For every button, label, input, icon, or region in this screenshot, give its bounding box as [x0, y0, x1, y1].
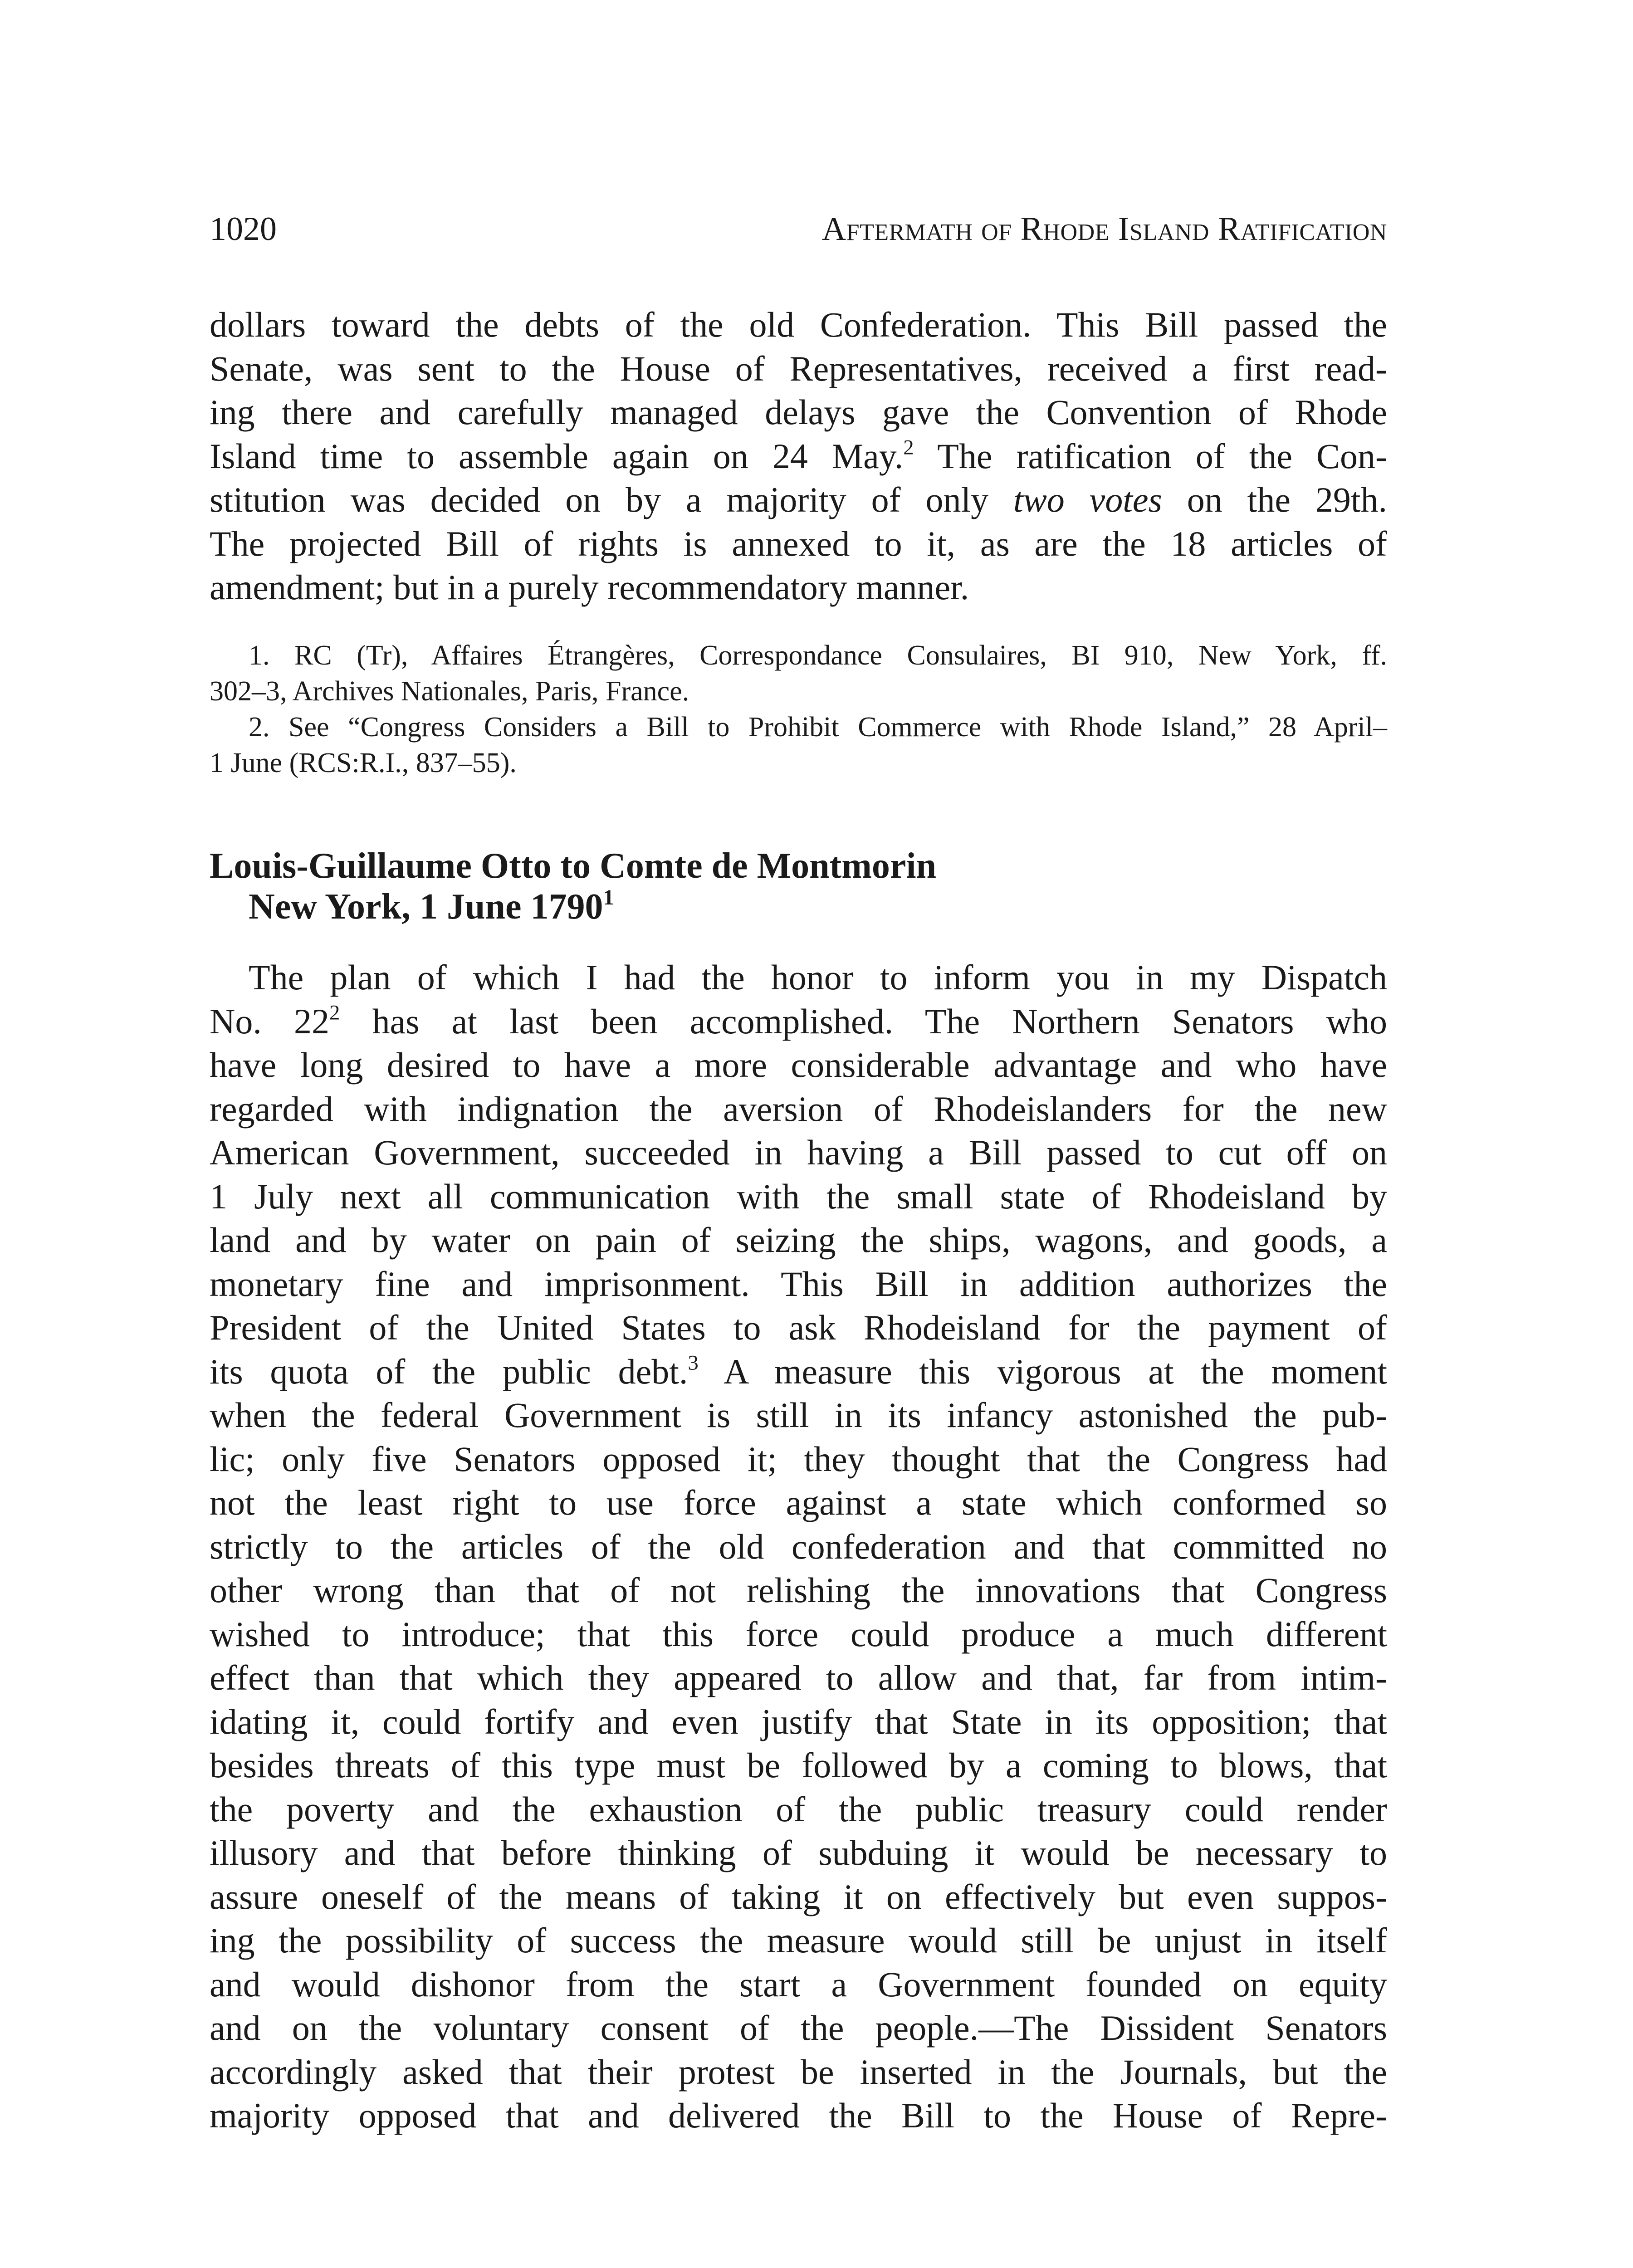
letter-body: [210, 956, 1387, 2138]
text-line: strictly to the articles of the old confederation and that committed no: [210, 1526, 1387, 1566]
text-line: and on the voluntary consent of the people.—The Dissident Senators: [210, 2008, 1387, 2048]
text-line: land and by water on pain of seizing the ships, wagons, and goods, a: [210, 1220, 1387, 1260]
footnote-line: 1. RC (Tr), Affaires Étrangères, Correspondance Consulaires, BI 910, New York, ff.: [249, 640, 1387, 671]
text-line: [210, 1000, 1387, 1044]
footnote-ref: 3: [688, 1351, 699, 1375]
footnotes: [210, 638, 1387, 781]
heading-place-date: New York, 1 June 1790: [249, 887, 603, 927]
text-line: lic; only five Senators opposed it; they thought that the Congress had: [210, 1439, 1387, 1479]
text-line: effect than that which they appeared to allow and that, far from intim-: [210, 1658, 1387, 1697]
document-heading: [210, 846, 1387, 927]
footnote-ref: 2: [329, 1001, 340, 1025]
text-line: accordingly asked that their protest be inserted in the Journals, but the: [210, 2052, 1387, 2092]
text-line: have long desired to have a more considerable advantage and who have: [210, 1045, 1387, 1085]
text-line: [210, 478, 1387, 522]
text-line: illusory and that before thinking of subduing it would be necessary to: [210, 1833, 1387, 1872]
text-segment: No. 22: [210, 1001, 329, 1041]
footnote-line: 1 June (RCS:R.I., 837–55).: [210, 748, 517, 778]
text-line: wished to introduce; that this force could produce a much different: [210, 1614, 1387, 1654]
text-line: ing there and carefully managed delays gave the Convention of Rhode: [210, 392, 1387, 432]
text-segment: The ratification of the Con-: [914, 436, 1388, 476]
text-segment: Island time to assemble again on 24 May.: [210, 436, 904, 476]
text-line: American Government, succeeded in having a Bill passed to cut off on: [210, 1133, 1387, 1172]
text-line: [210, 1350, 1387, 1394]
text-line: and would dishonor from the start a Government founded on equity: [210, 1964, 1387, 2004]
text-line: ing the possibility of success the measure would still be unjust in itself: [210, 1921, 1387, 1960]
page-header: [210, 209, 1387, 249]
text-line: besides threats of this type must be followed by a coming to blows, that: [210, 1745, 1387, 1785]
text-segment: on the 29th.: [1162, 480, 1387, 519]
footnote-ref: 1: [603, 885, 614, 909]
text-line: The plan of which I had the honor to inform you in my Dispatch: [249, 958, 1387, 997]
text-segment: A measure this vigorous at the moment: [698, 1351, 1387, 1391]
footnote-line: 302–3, Archives Nationales, Paris, France.: [210, 676, 689, 707]
text-segment: has at last been accomplished. The Northern Senators who: [340, 1001, 1387, 1041]
text-line: majority opposed that and delivered the Bill to the House of Repre-: [210, 2096, 1387, 2135]
text-line: idating it, could fortify and even justify that State in its opposition; that: [210, 1701, 1387, 1741]
running-head: Aftermath of Rhode Island Ratification: [821, 210, 1387, 248]
text-line: [210, 435, 1387, 479]
text-line: The projected Bill of rights is annexed to it, as are the 18 articles of: [210, 523, 1387, 563]
text-line: assure oneself of the means of taking it on effectively but even suppos-: [210, 1877, 1387, 1916]
page-number: 1020: [210, 210, 277, 248]
text-line: the poverty and the exhaustion of the public treasury could render: [210, 1789, 1387, 1829]
text-segment: its quota of the public debt.: [210, 1351, 688, 1391]
text-line: 1 July next all communication with the small state of Rhodeisland by: [210, 1176, 1387, 1216]
text-line: regarded with indignation the aversion of Rhodeislanders for the new: [210, 1089, 1387, 1129]
text-line: President of the United States to ask Rhodeisland for the payment of: [210, 1308, 1387, 1347]
footnote-ref: 2: [903, 435, 914, 459]
text-line: Senate, was sent to the House of Representatives, received a first read-: [210, 348, 1387, 388]
text-line: amendment; but in a purely recommendatory manner.: [210, 567, 969, 607]
text-segment: stitution was decided on by a majority of only: [210, 480, 1014, 519]
heading-dateline: [210, 886, 1387, 927]
heading-title: Louis-Guillaume Otto to Comte de Montmorin: [210, 846, 937, 886]
emphasis-text: two votes: [1013, 480, 1162, 519]
text-line: not the least right to use force against a state which conformed so: [210, 1483, 1387, 1522]
continued-paragraph: [210, 303, 1387, 610]
text-line: monetary fine and imprisonment. This Bill in addition authorizes the: [210, 1264, 1387, 1304]
text-line: other wrong than that of not relishing the innovations that Congress: [210, 1570, 1387, 1610]
text-line: when the federal Government is still in its infancy astonished the pub-: [210, 1395, 1387, 1435]
text-line: dollars toward the debts of the old Confederation. This Bill passed the: [210, 305, 1387, 344]
footnote-line: 2. See “Congress Considers a Bill to Prohibit Commerce with Rhode Island,” 28 April–: [249, 712, 1387, 743]
